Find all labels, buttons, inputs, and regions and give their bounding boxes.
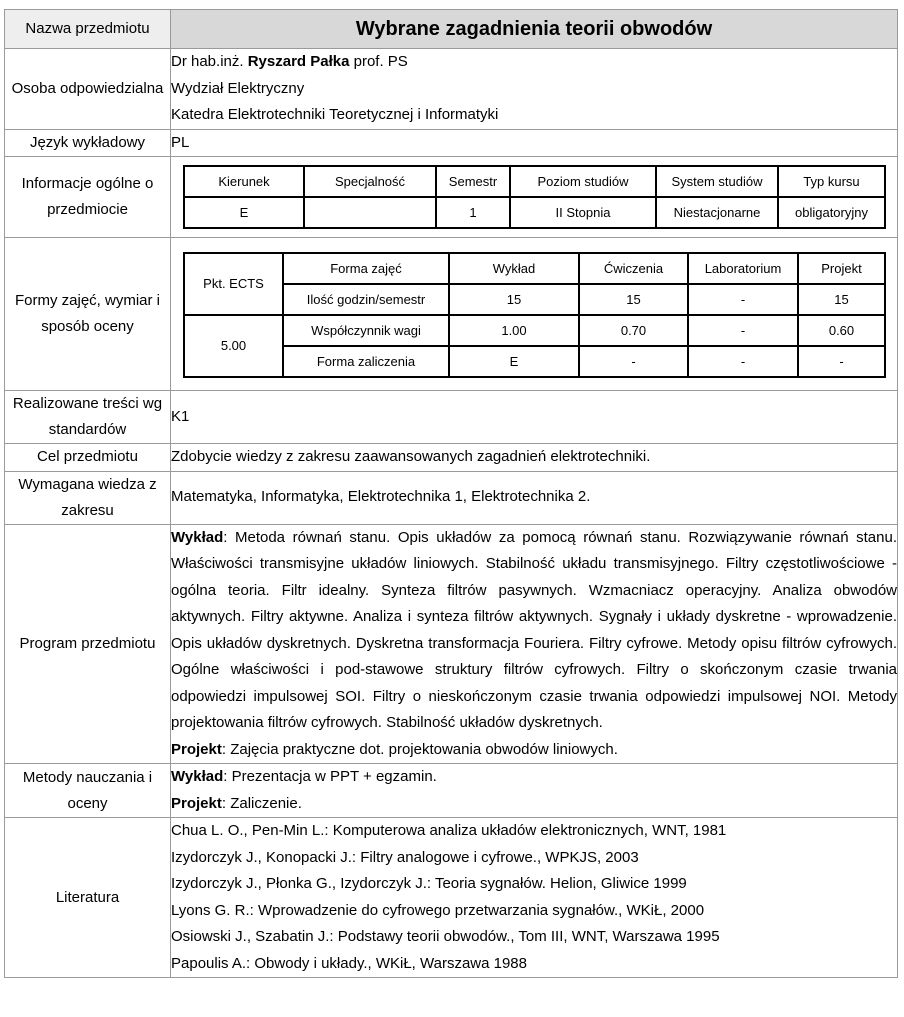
- general-info-label: Informacje ogólne o przedmiocie: [5, 157, 171, 238]
- literature-item: Izydorczyk J., Konopacki J.: Filtry analogowe i cyfrowe., WPKJS, 2003: [171, 848, 639, 866]
- general-info-cell: [171, 157, 898, 238]
- program-value: [171, 524, 898, 764]
- gi-value-kierunek: E: [184, 197, 304, 228]
- goal-value: Zdobycie wiedzy z zakresu zaawansowanych zagadnień elektrotechniki.: [171, 444, 898, 472]
- prerequisites-label: Wymagana wiedza z zakresu: [5, 471, 171, 524]
- responsible-label: Osoba odpowiedzialna: [5, 49, 171, 130]
- methods-label: Metody nauczania i oceny: [5, 764, 171, 818]
- methods-lecture-text: : Prezentacja w PPT + egzamin.: [223, 768, 437, 785]
- program-project: [171, 737, 897, 764]
- responsible-suffix: prof. PS: [353, 53, 408, 70]
- literature-list: [171, 818, 898, 978]
- forms-row-label: Forma zaliczenia: [283, 346, 449, 377]
- standards-value: K1: [171, 391, 898, 444]
- methods-value: [171, 764, 898, 818]
- literature-item: Lyons G. R.: Wprowadzenie do cyfrowego przetwarzania sygnałów., WKiŁ, 2000: [171, 901, 705, 919]
- program-lecture-text: : Metoda równań stanu. Opis układów za pomocą równań stanu. Rozwiązywanie równań stanu. Właściwości transmisyjne układów liniowych. Stabilność układu transmisyjnego. Filtry częstotliwościowe - ogólna teoria. Filtr idealny. Synteza filtrów pasywnych. Wzmacniacz operacyjny. Analiza obwodów aktywnych. Filtry aktywne. Analiza i synteza filtrów aktywnych. Sygnały i układy dyskretne - wprowadzenie. Opis układów dyskretnych. Dyskretna transformacja Fouriera. Filtry cyfrowe. Metody opisu filtrów cyfrowych. Ogólne właściwości i pod-stawowe struktury filtrów cyfrowych. Filtry o skończonym czasie trwania odpowiedzi impulsowej SOI. Filtry o nieskończonym czasie trwania odpowiedzi impulsowej NOI. Metody projektowania filtrów cyfrowych. Stabilność układów dyskretnych.: [171, 528, 897, 731]
- row-program: [5, 524, 898, 764]
- general-info-table: [183, 165, 886, 229]
- forms-cell-value: -: [688, 284, 798, 315]
- forms-cell-value: 1.00: [449, 315, 579, 346]
- forms-header-wyklad: Wykład: [449, 253, 579, 284]
- program-lecture: [171, 525, 897, 737]
- row-prerequisites: [5, 471, 898, 524]
- forms-cell-value: 0.60: [798, 315, 885, 346]
- literature-label: Literatura: [5, 818, 171, 978]
- forms-row-label: Ilość godzin/semestr: [283, 284, 449, 315]
- gi-header-system: System studiów: [656, 166, 778, 197]
- ects-label: Pkt. ECTS: [184, 253, 283, 315]
- general-info-header-row: [184, 166, 885, 197]
- responsible-person: [171, 49, 897, 76]
- responsible-value: [171, 49, 898, 130]
- row-literature: [5, 818, 898, 978]
- ects-value: 5.00: [184, 315, 283, 377]
- methods-project-label: Projekt: [171, 794, 222, 812]
- gi-value-poziom: II Stopnia: [510, 197, 656, 228]
- forms-cell-value: -: [798, 346, 885, 377]
- gi-header-specjalnosc: Specjalność: [304, 166, 436, 197]
- row-standards: [5, 391, 898, 444]
- forms-cell-value: 0.70: [579, 315, 688, 346]
- forms-cell-value: 15: [798, 284, 885, 315]
- forms-cell-value: -: [579, 346, 688, 377]
- gi-value-typ: obligatoryjny: [778, 197, 885, 228]
- goal-label: Cel przedmiotu: [5, 444, 171, 472]
- methods-lecture-label: Wykład: [171, 768, 224, 785]
- language-label: Język wykładowy: [5, 129, 171, 157]
- forms-header-row: [184, 253, 885, 284]
- methods-project-text: : Zaliczenie.: [221, 794, 302, 812]
- row-language: [5, 129, 898, 157]
- row-forms: [5, 238, 898, 391]
- language-value: PL: [171, 129, 898, 157]
- gi-header-typ: Typ kursu: [778, 166, 885, 197]
- course-title: Wybrane zagadnienia teorii obwodów: [171, 10, 898, 49]
- gi-value-system: Niestacjonarne: [656, 197, 778, 228]
- general-info-value-row: [184, 197, 885, 228]
- methods-lecture: [171, 764, 897, 791]
- standards-label: Realizowane treści wg standardów: [5, 391, 171, 444]
- forms-cell-value: E: [449, 346, 579, 377]
- forms-cell-value: 15: [449, 284, 579, 315]
- forms-cell-value: -: [688, 315, 798, 346]
- gi-value-semestr: 1: [436, 197, 510, 228]
- methods-project: [171, 791, 897, 818]
- forms-header-projekt: Projekt: [798, 253, 885, 284]
- course-table: [4, 9, 898, 978]
- literature-item: Chua L. O., Pen-Min L.: Komputerowa analiza układów elektronicznych, WNT, 1981: [171, 822, 727, 839]
- row-responsible: [5, 49, 898, 130]
- forms-table: [183, 252, 886, 378]
- forms-cell-value: 15: [579, 284, 688, 315]
- gi-value-specjalnosc: [304, 197, 436, 228]
- row-goal: [5, 444, 898, 472]
- forms-row-weight: [184, 315, 885, 346]
- program-project-label: Projekt: [171, 740, 222, 758]
- literature-item: Papoulis A.: Obwody i układy., WKiŁ, Warszawa 1988: [171, 954, 527, 972]
- forms-header-forma: Forma zajęć: [283, 253, 449, 284]
- forms-label: Formy zajęć, wymiar i sposób oceny: [5, 238, 171, 391]
- gi-header-kierunek: Kierunek: [184, 166, 304, 197]
- row-course-name: [5, 10, 898, 49]
- gi-header-poziom: Poziom studiów: [510, 166, 656, 197]
- gi-header-semestr: Semestr: [436, 166, 510, 197]
- program-project-text: : Zajęcia praktyczne dot. projektowania obwodów liniowych.: [221, 740, 618, 758]
- forms-row-hours: [184, 284, 885, 315]
- forms-header-cwiczenia: Ćwiczenia: [579, 253, 688, 284]
- row-methods: [5, 764, 898, 818]
- forms-row-label: Współczynnik wagi: [283, 315, 449, 346]
- literature-item: Osiowski J., Szabatin J.: Podstawy teorii obwodów., Tom III, WNT, Warszawa 1995: [171, 928, 720, 945]
- program-lecture-label: Wykład: [171, 528, 224, 546]
- course-name-label: Nazwa przedmiotu: [5, 10, 171, 49]
- prerequisites-value: Matematyka, Informatyka, Elektrotechnika 1, Elektrotechnika 2.: [171, 471, 898, 524]
- department: Katedra Elektrotechniki Teoretycznej i Informatyki: [171, 106, 499, 123]
- forms-cell: [171, 238, 898, 391]
- responsible-prefix: Dr hab.inż.: [171, 53, 244, 70]
- forms-cell-value: -: [688, 346, 798, 377]
- literature-item: Izydorczyk J., Płonka G., Izydorczyk J.: Teoria sygnałów. Helion, Gliwice 1999: [171, 875, 687, 892]
- forms-header-laboratorium: Laboratorium: [688, 253, 798, 284]
- responsible-name: Ryszard Pałka: [247, 53, 350, 70]
- forms-row-assessment: [184, 346, 885, 377]
- program-label: Program przedmiotu: [5, 524, 171, 764]
- row-general-info: [5, 157, 898, 238]
- faculty: Wydział Elektryczny: [171, 79, 305, 97]
